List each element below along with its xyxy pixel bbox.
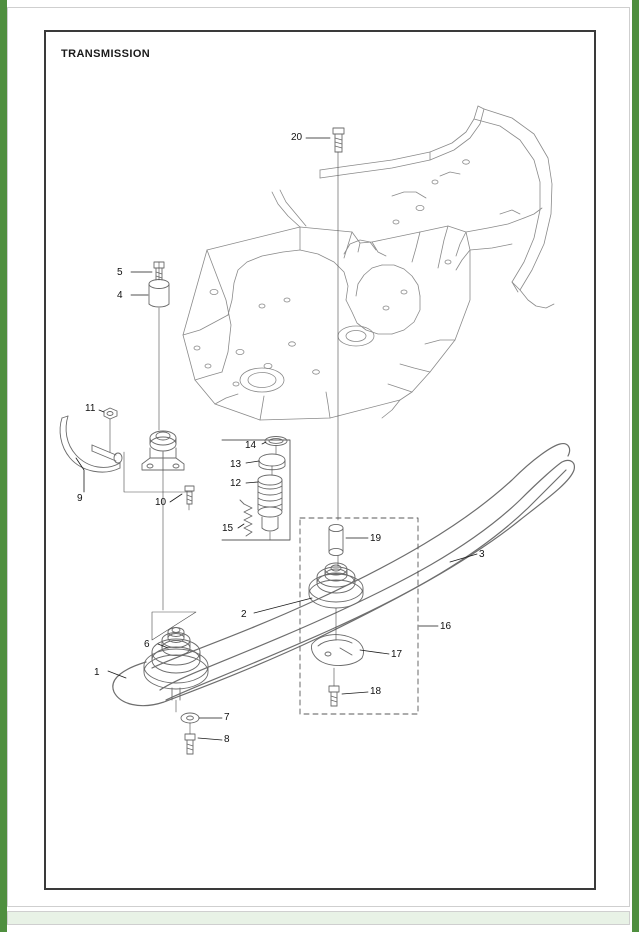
nut-item-11 (104, 408, 117, 419)
callout-15: 15 (222, 523, 234, 534)
bolt-item-20 (333, 128, 344, 152)
callout-18: 18 (370, 686, 382, 697)
spacer-item-19 (329, 524, 343, 555)
callout-20: 20 (291, 132, 303, 143)
callout-11: 11 (85, 403, 96, 414)
oring-item-14 (265, 437, 287, 446)
center-pulley-assembly (309, 563, 363, 608)
callout-14: 14 (245, 440, 257, 451)
callout-7: 7 (224, 712, 230, 723)
washer-item-7 (181, 713, 199, 723)
construction-outline (124, 452, 196, 640)
bolt-item-18 (329, 686, 339, 706)
callout-19: 19 (370, 533, 382, 544)
callout-1: 1 (94, 667, 100, 678)
frame-assembly (183, 106, 554, 420)
callout-10: 10 (155, 497, 167, 508)
callout-2: 2 (241, 609, 247, 620)
callout-12: 12 (230, 478, 242, 489)
callout-3: 3 (479, 549, 485, 560)
bracket-item-17 (311, 635, 363, 666)
callout-6: 6 (144, 639, 150, 650)
spring-item-15 (240, 500, 252, 536)
callout-17: 17 (391, 649, 403, 660)
tensioner-body-item-12 (258, 475, 282, 531)
callout-5: 5 (117, 267, 123, 278)
guard-item-9 (60, 416, 122, 472)
bolt-item-8 (185, 734, 195, 754)
callout-16: 16 (440, 621, 452, 632)
page-title: TRANSMISSION (61, 48, 151, 60)
idler-assembly (142, 431, 184, 470)
bolt-item-10 (185, 486, 194, 504)
bushing-item-4 (149, 280, 169, 308)
bottom-strip (7, 911, 630, 925)
callout-8: 8 (224, 734, 230, 745)
callout-13: 13 (230, 459, 242, 470)
callout-4: 4 (117, 290, 123, 301)
bottom-strip-fill (8, 912, 629, 924)
callout-9: 9 (77, 493, 83, 504)
